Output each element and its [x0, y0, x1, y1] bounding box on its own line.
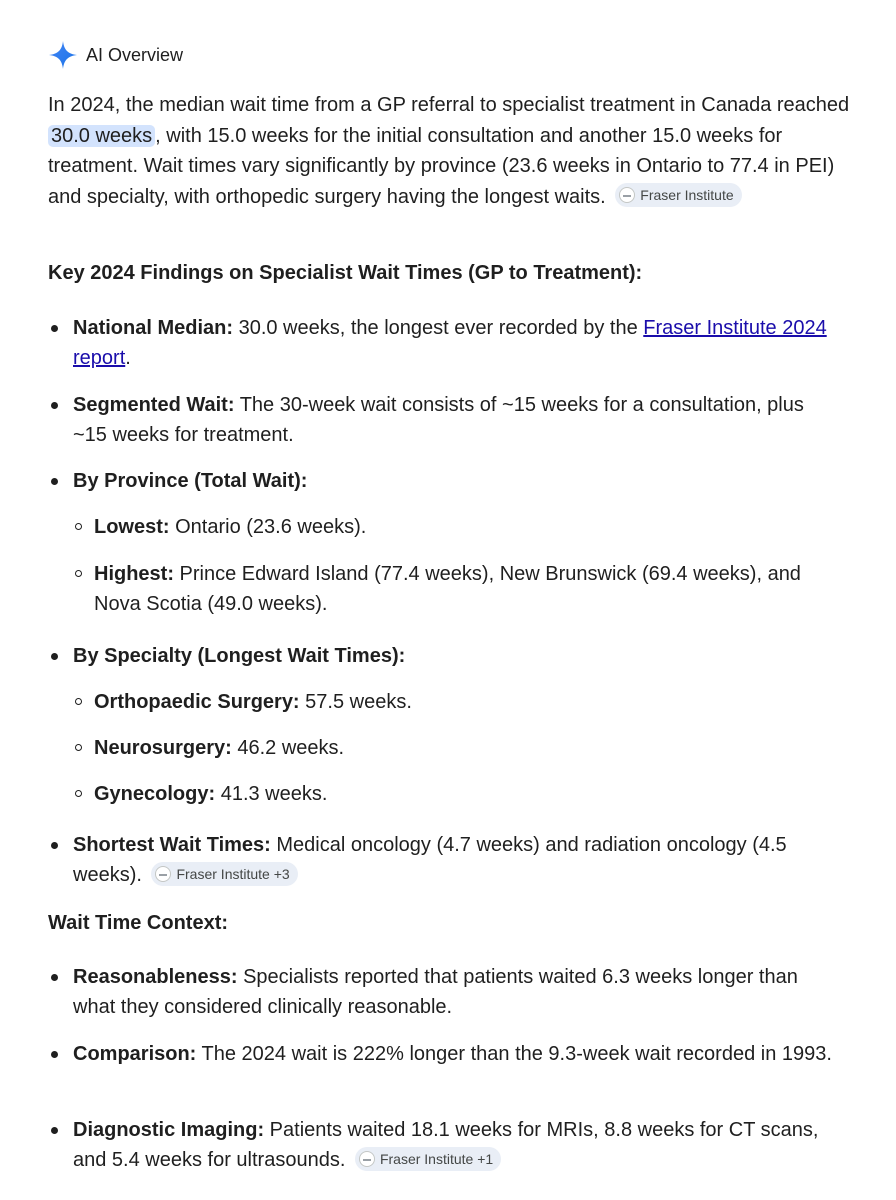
item-text: The 30-week wait consists of ~15 weeks for a consultation, plus ~15 weeks for treatment.	[73, 394, 804, 446]
source-chip-label: Fraser Institute	[640, 186, 734, 203]
list-item-comparison	[73, 1039, 843, 1069]
item-label: Orthopaedic Surgery:	[94, 691, 300, 713]
item-text: The 2024 wait is 222% longer than the 9.3-week wait recorded in 1993.	[196, 1043, 832, 1065]
item-label: Highest:	[94, 563, 174, 585]
list-item-by-specialty	[73, 641, 843, 671]
source-favicon-icon	[619, 187, 635, 203]
item-text-end: .	[125, 347, 131, 369]
item-text: 30.0 weeks, the longest ever recorded by the	[233, 317, 644, 339]
list-item-reasonableness	[73, 962, 843, 1022]
list-item-segmented-wait	[73, 390, 843, 450]
intro-text-rest: , with 15.0 weeks for the initial consultation and another 15.0 weeks for treatment. Wait times vary significantly by province (23.6 weeks in Ontario to 77.4 in PEI) and specialty, with orthopedic surgery having the longest waits.	[48, 124, 835, 208]
sparkle-icon	[48, 40, 78, 70]
list-item-shortest-wait	[73, 830, 843, 890]
source-favicon-icon	[155, 866, 171, 882]
item-label: Segmented Wait:	[73, 394, 235, 416]
item-text: Ontario (23.6 weeks).	[169, 516, 367, 538]
item-label: Shortest Wait Times:	[73, 834, 271, 856]
source-chip[interactable]	[355, 1147, 501, 1171]
item-label: Diagnostic Imaging:	[73, 1119, 265, 1141]
section-heading-context: Wait Time Context:	[48, 912, 229, 934]
sub-item-neurosurgery	[94, 733, 834, 763]
list-item-national-median	[73, 313, 843, 373]
source-chip[interactable]	[151, 862, 297, 886]
sub-item-highest	[94, 559, 834, 619]
highlighted-value[interactable]: 30.0 weeks	[48, 125, 155, 147]
fraser-report-link[interactable]: Fraser Institute 2024 report	[73, 317, 827, 369]
item-label: Neurosurgery:	[94, 737, 232, 759]
item-text: 46.2 weeks.	[231, 737, 345, 759]
ai-overview-header	[48, 40, 183, 70]
item-text: Prince Edward Island (77.4 weeks), New Brunswick (69.4 weeks), and Nova Scotia (49.0 weeks).	[94, 563, 801, 615]
item-text: 41.3 weeks.	[215, 783, 328, 805]
item-label: By Province (Total Wait):	[73, 470, 308, 492]
item-label: Reasonableness:	[73, 966, 238, 988]
item-text: 57.5 weeks.	[299, 691, 412, 713]
list-item-by-province	[73, 466, 843, 496]
item-text: Medical oncology (4.7 weeks) and radiation oncology (4.5 weeks).	[73, 834, 787, 886]
sub-item-lowest	[94, 512, 834, 542]
item-label: National Median:	[73, 317, 234, 339]
item-text: Patients waited 18.1 weeks for MRIs, 8.8 weeks for CT scans, and 5.4 weeks for ultrasounds.	[73, 1119, 819, 1171]
item-label: Comparison:	[73, 1043, 197, 1065]
source-favicon-icon	[359, 1151, 375, 1167]
item-label: By Specialty (Longest Wait Times):	[73, 645, 406, 667]
section-heading-findings: Key 2024 Findings on Specialist Wait Times (GP to Treatment):	[48, 262, 643, 284]
source-chip-label: Fraser Institute +3	[176, 865, 290, 882]
intro-paragraph	[48, 90, 858, 212]
source-chip[interactable]	[615, 183, 741, 207]
item-label: Lowest:	[94, 516, 170, 538]
item-text: Specialists reported that patients waited 6.3 weeks longer than what they considered clinically reasonable.	[73, 966, 798, 1018]
list-item-diagnostic-imaging	[73, 1115, 843, 1175]
sub-item-orthopaedic	[94, 687, 834, 717]
item-label: Gynecology:	[94, 783, 216, 805]
sub-item-gynecology	[94, 779, 834, 809]
intro-text: In 2024, the median wait time from a GP referral to specialist treatment in Canada reached	[48, 94, 850, 116]
ai-overview-title: AI Overview	[86, 44, 184, 65]
source-chip-label: Fraser Institute +1	[379, 1150, 494, 1167]
